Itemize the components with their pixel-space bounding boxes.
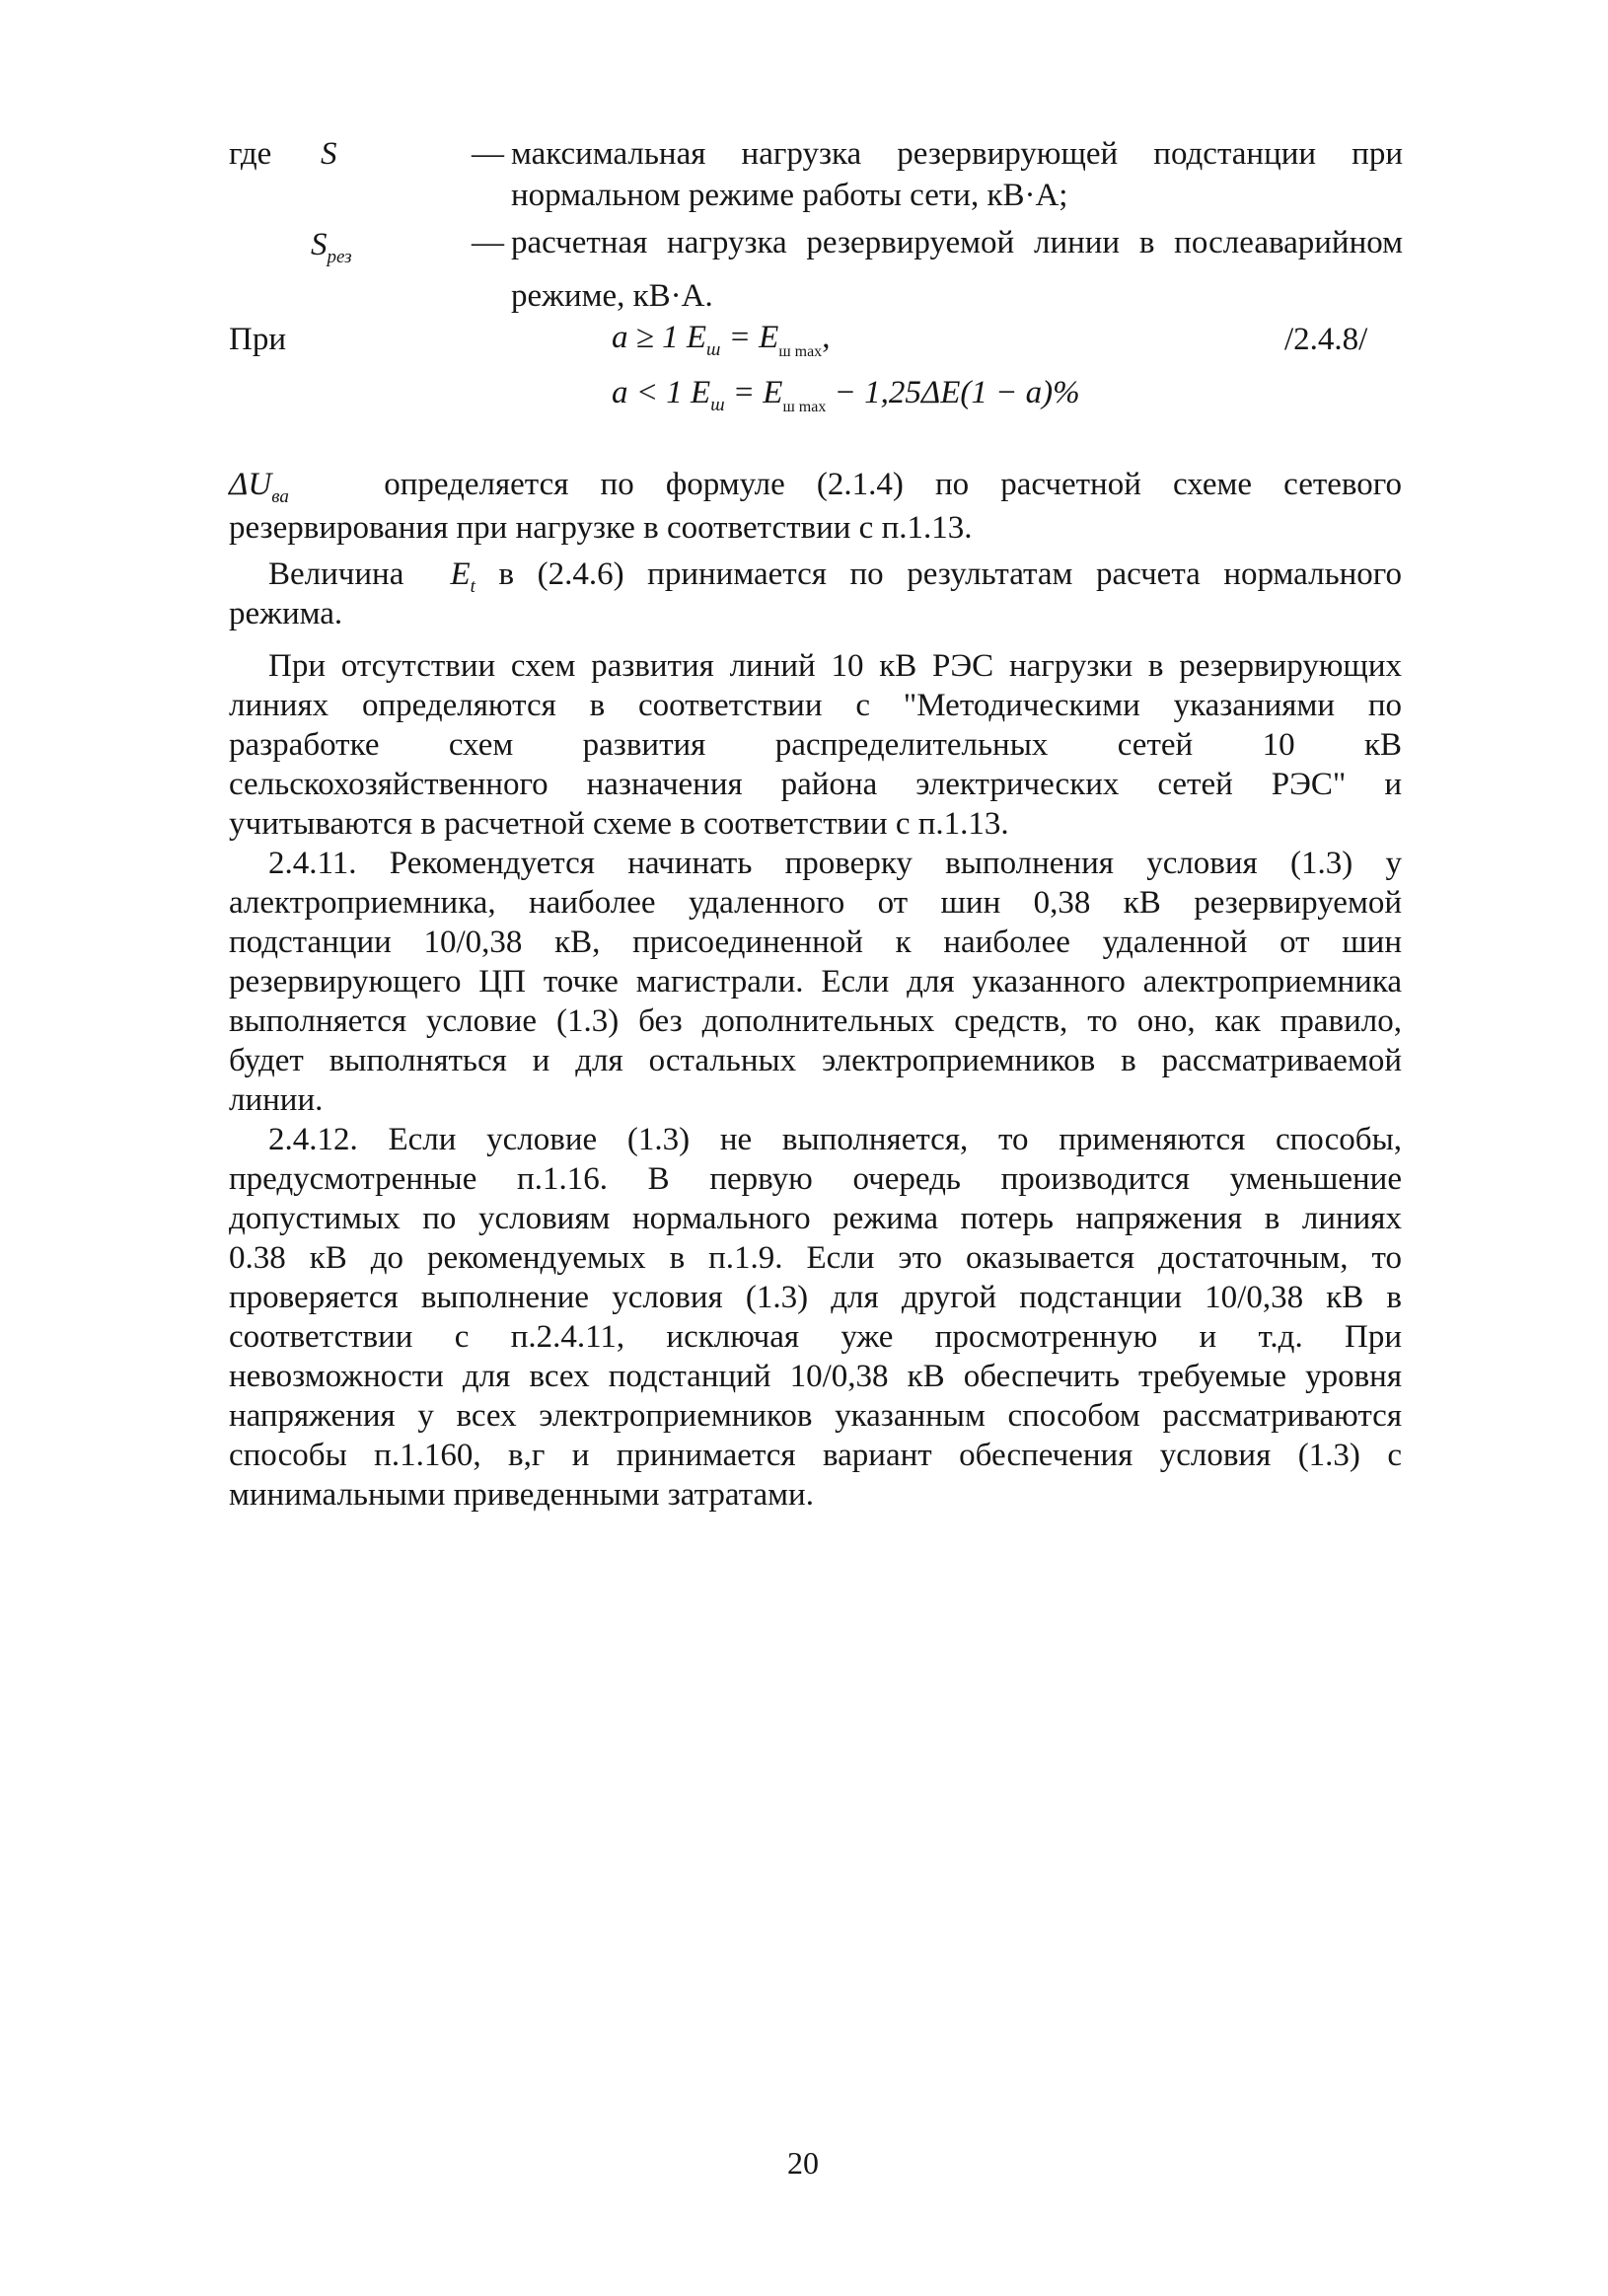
p2411-line-6: будет выполняться и для остальных электроприемников в рассматриваемой xyxy=(229,1043,1402,1078)
magnitude-symbol-base: E xyxy=(450,556,471,592)
s-definition-text-2: нормальном режиме работы сети, кВ·А; xyxy=(511,178,1068,213)
srez-definition-text-1: расчетная нагрузка резервируемой линии в послеаварийном xyxy=(511,225,1403,260)
p2412-line-9: способы п.1.160, в,г и принимается вариант обеспечения условия (1.3) с xyxy=(229,1438,1402,1473)
formula-2-end: − 1,25ΔE(1 − a)% xyxy=(826,375,1080,410)
srez-definition-text-2: режиме, кВ·А. xyxy=(511,278,713,314)
where-word: где xyxy=(229,136,272,172)
absent-schemes-paragraph xyxy=(229,646,1402,844)
formula-2-left: a < 1 E xyxy=(612,375,711,410)
du-symbol-base: ΔU xyxy=(229,467,272,502)
symbol-srez-base: S xyxy=(311,227,328,262)
p2411-line-2: алектроприемника, наиболее удаленного от шин 0,38 кВ резервируемой xyxy=(229,885,1402,921)
s-definition-text-1: максимальная нагрузка резервирующей подстанции при xyxy=(511,136,1403,172)
du-line-2: резервирования при нагрузке в соответствии с п.1.13. xyxy=(229,510,973,546)
formula-line-2 xyxy=(612,373,1080,415)
formula-2-sub: ш xyxy=(710,395,725,415)
p2412-line-7: невозможности для всех подстанций 10/0,38 кВ обеспечить требуемые уровня xyxy=(229,1359,1402,1394)
du-line-1 xyxy=(229,465,1402,507)
formula-1-end: , xyxy=(822,320,831,355)
p2412-line-6: соответствии с п.2.4.11, исключая уже просмотренную и т.д. При xyxy=(229,1319,1402,1355)
du-line-1-text: определяется по формуле (2.1.4) по расчетной схеме сетевого xyxy=(384,467,1402,502)
magnitude-line-2: режима. xyxy=(229,596,343,631)
p2412-line-1: 2.4.12. Если условие (1.3) не выполняется, то применяются способы, xyxy=(268,1122,1402,1157)
when-word: При xyxy=(229,322,286,357)
p2412-line-10: минимальными приведенными затратами. xyxy=(229,1477,814,1513)
symbol-srez-sub: рез xyxy=(327,247,352,267)
du-symbol-sub: ва xyxy=(271,486,289,507)
du-symbol xyxy=(229,467,289,507)
srez-definition-line-1 xyxy=(511,223,1403,262)
formula-1-left: a ≥ 1 E xyxy=(612,320,707,355)
p2411-line-1: 2.4.11. Рекомендуется начинать проверку выполнения условия (1.3) у xyxy=(268,846,1402,881)
p2411-line-4: резервирующего ЦП точке магистрали. Если для указанного алектроприемника xyxy=(229,964,1402,1000)
formula-1-sub: ш xyxy=(706,339,721,360)
formula-2-eq: = E xyxy=(724,375,783,410)
absent-line-1: При отсутствии схем развития линий 10 кВ РЭС нагрузки в резервирующих xyxy=(268,648,1402,684)
magnitude-paragraph xyxy=(229,555,1402,633)
symbol-srez xyxy=(311,225,352,267)
p2411-line-3: подстанции 10/0,38 кВ, присоединенной к наиболее удаленной от шин xyxy=(229,925,1402,960)
absent-line-2: линиях определяются в соответствии с "Методическими указаниями по xyxy=(229,688,1402,723)
formula-1-sub2: ш max xyxy=(778,343,823,360)
magnitude-line-1-text: в (2.4.6) принимается по результатам расчета нормального xyxy=(498,556,1402,592)
p2412-line-3: допустимых по условиям нормального режима потерь напряжения в линиях xyxy=(229,1201,1402,1236)
absent-line-4: сельскохозяйственного назначения района электрических сетей РЭС" и xyxy=(229,767,1402,802)
page-number: 20 xyxy=(787,2145,819,2181)
dash-1: — xyxy=(472,136,504,172)
absent-line-5: учитываются в расчетной схеме в соответствии с п.1.13. xyxy=(229,806,1009,842)
p2412-line-2: предусмотренные п.1.16. В первую очередь производится уменьшение xyxy=(229,1161,1402,1197)
formula-number: /2.4.8/ xyxy=(1284,322,1368,357)
paragraph-2-4-11 xyxy=(229,844,1402,1120)
formula-1-eq: = E xyxy=(720,320,779,355)
p2412-line-8: напряжения у всех электроприемников указанным способом рассматриваются xyxy=(229,1398,1402,1434)
magnitude-symbol-sub: t xyxy=(470,576,475,597)
formula-2-sub2: ш max xyxy=(782,399,827,415)
absent-line-3: разработке схем развития распределительных сетей 10 кВ xyxy=(229,727,1402,763)
p2411-line-5: выполняется условие (1.3) без дополнительных средств, то оно, как правило, xyxy=(229,1003,1402,1039)
paragraph-2-4-12 xyxy=(229,1120,1402,1515)
dash-2: — xyxy=(472,225,504,260)
formula-line-1 xyxy=(612,318,831,360)
p2412-line-5: проверяется выполнение условия (1.3) для другой подстанции 10/0,38 кВ в xyxy=(229,1280,1402,1315)
p2411-line-7: линии. xyxy=(229,1082,324,1118)
s-definition-line-1 xyxy=(511,134,1403,174)
magnitude-line-1 xyxy=(229,555,1402,597)
magnitude-word: Величина xyxy=(268,556,404,592)
du-paragraph xyxy=(229,465,1402,548)
magnitude-symbol xyxy=(450,556,475,597)
symbol-s: S xyxy=(321,136,337,172)
p2412-line-4: 0.38 кВ до рекомендуемых в п.1.9. Если это оказывается достаточным, то xyxy=(229,1240,1402,1276)
